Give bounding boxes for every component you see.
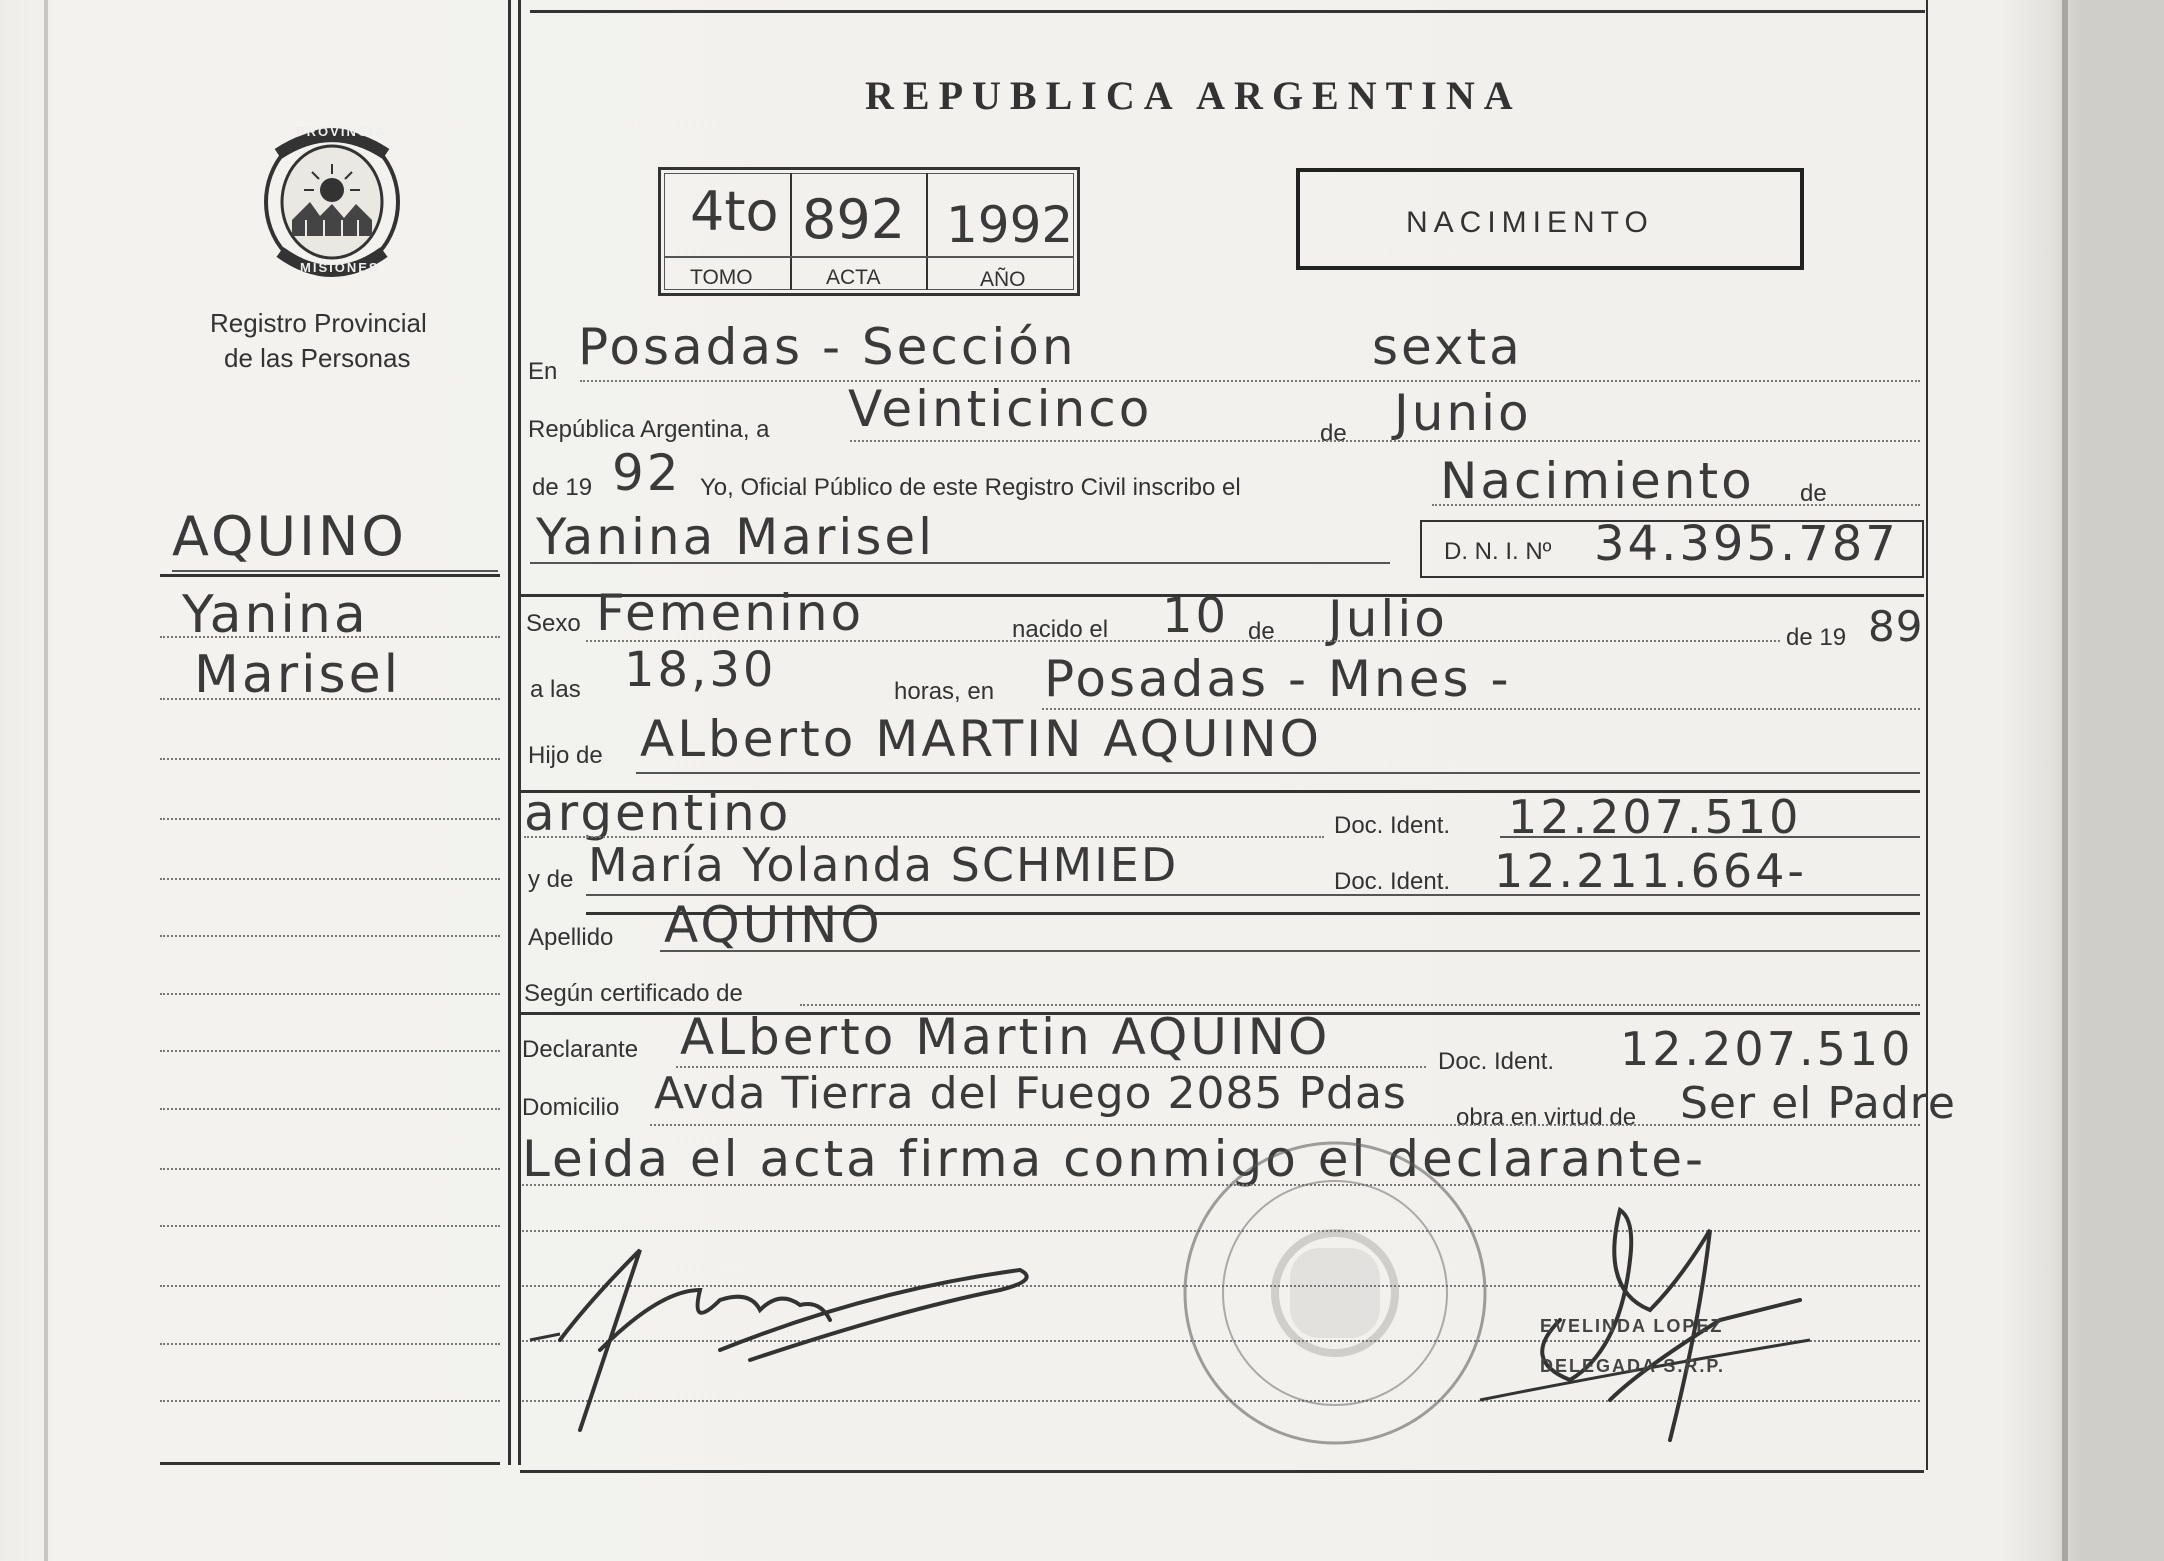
hijo-label: Hijo de xyxy=(528,742,603,769)
right-page-edge xyxy=(2062,0,2068,1561)
birth-day-value: 10 xyxy=(1162,588,1230,644)
form-right-border xyxy=(1926,0,1928,1470)
year-line xyxy=(1432,504,1920,506)
birth-place-value: Posadas - Mnes - xyxy=(1044,650,1512,708)
father-name-value: ALberto MARTIN AQUINO xyxy=(640,710,1323,768)
month-value: Junio xyxy=(1394,384,1532,442)
apellido-value: AQUINO xyxy=(664,896,883,954)
margin-line xyxy=(160,1400,500,1402)
father-nationality-value: argentino xyxy=(524,784,792,842)
emblem-bottom-text: MISIONES xyxy=(300,260,380,275)
year-prefix-label: de 19 xyxy=(532,474,593,501)
margin-given-name-1: Yanina xyxy=(182,585,369,645)
horas-label: horas, en xyxy=(894,678,995,705)
margin-rule xyxy=(160,574,500,577)
birth-year-value: 89 xyxy=(1868,602,1924,651)
republica-label: República Argentina, a xyxy=(528,416,770,443)
obra-label: obra en virtud de xyxy=(1456,1104,1637,1131)
margin-line xyxy=(160,698,500,700)
name-underline xyxy=(530,562,1390,564)
mother-doc-value: 12.211.664- xyxy=(1494,844,1807,898)
margin-line xyxy=(160,935,500,937)
margin-line xyxy=(160,1050,500,1052)
margin-bottom-rule xyxy=(160,1462,500,1465)
birth-time-value: 18,30 xyxy=(624,642,777,698)
ano-label: AÑO xyxy=(980,268,1026,291)
declarante-label: Declarante xyxy=(522,1036,639,1063)
sexo-label: Sexo xyxy=(526,610,581,637)
month-de-label: de xyxy=(1320,420,1347,447)
official-seal-icon xyxy=(1170,1128,1500,1458)
segun-label: Según certificado de xyxy=(524,980,743,1007)
margin-surname-underline xyxy=(172,570,498,572)
day-value: Veinticinco xyxy=(848,380,1153,438)
declarante-doc-label: Doc. Ident. xyxy=(1438,1048,1555,1075)
declarant-signature xyxy=(520,1230,1040,1430)
official-statement: Yo, Oficial Público de este Registro Civil inscribo el xyxy=(700,474,1241,501)
closing-statement: Leida el acta firma conmigo el declarante- xyxy=(522,1130,1707,1188)
yde-label: y de xyxy=(528,866,574,893)
apellido-label: Apellido xyxy=(528,924,614,951)
form-bottom-rule xyxy=(520,1470,1924,1473)
margin-line xyxy=(160,758,500,760)
obra-value: Ser el Padre xyxy=(1680,1078,1956,1129)
declarante-doc-value: 12.207.510 xyxy=(1620,1022,1914,1076)
record-type-label: NACIMIENTO xyxy=(1406,206,1654,239)
mother-doc-label: Doc. Ident. xyxy=(1334,868,1451,895)
father-doc-value: 12.207.510 xyxy=(1508,790,1802,844)
tomo-label: TOMO xyxy=(690,266,753,289)
provincial-emblem-icon xyxy=(258,124,406,280)
alas-label: a las xyxy=(530,676,581,703)
margin-line xyxy=(160,993,500,995)
domicilio-line xyxy=(650,1124,1920,1126)
margin-line xyxy=(160,1168,500,1170)
birth-year-prefix: de 19 xyxy=(1786,624,1847,651)
en-label: En xyxy=(528,358,558,385)
margin-divider xyxy=(508,0,511,1465)
record-box-divider-1 xyxy=(790,173,792,290)
birth-month-value: Julio xyxy=(1328,590,1448,648)
margin-line xyxy=(160,1225,500,1227)
ano-value: 1992 xyxy=(946,196,1074,254)
father-doc-label: Doc. Ident. xyxy=(1334,812,1451,839)
margin-line xyxy=(160,878,500,880)
margin-line xyxy=(160,636,500,638)
nacido-label: nacido el xyxy=(1012,616,1109,643)
record-box-label-rule xyxy=(664,256,1074,258)
year-value: 92 xyxy=(612,444,682,502)
margin-line xyxy=(160,1285,500,1287)
acta-label: ACTA xyxy=(826,266,881,289)
top-border xyxy=(530,10,1925,13)
en-place-value: Posadas - Sección xyxy=(578,318,1077,376)
margin-line xyxy=(160,818,500,820)
left-binding-edge xyxy=(44,0,48,1561)
father-doc-line xyxy=(1500,836,1920,838)
dni-value: 34.395.787 xyxy=(1594,516,1899,572)
declarante-value: ALberto Martin AQUINO xyxy=(680,1008,1331,1066)
margin-surname: AQUINO xyxy=(172,505,407,568)
domicilio-value: Avda Tierra del Fuego 2085 Pdas xyxy=(654,1068,1407,1119)
apellido-underline xyxy=(660,950,1920,952)
registry-name-line2: de las Personas xyxy=(224,343,411,373)
en-line xyxy=(580,380,1920,382)
hijo-line xyxy=(636,772,1920,774)
margin-given-name-2: Marisel xyxy=(194,645,402,705)
birth-de-label: de xyxy=(1248,618,1275,645)
country-title: REPUBLICA ARGENTINA xyxy=(865,73,1522,118)
margin-line xyxy=(160,1343,500,1345)
dni-label: D. N. I. Nº xyxy=(1444,538,1552,565)
mother-name-value: María Yolanda SCHMIED xyxy=(588,838,1179,892)
margin-line xyxy=(160,1108,500,1110)
republica-line xyxy=(850,440,1920,442)
inscribo-de-suffix: de xyxy=(1800,480,1827,507)
stamp-line-1: EVELINDA LOPEZ xyxy=(1540,1316,1724,1336)
domicilio-label: Domicilio xyxy=(522,1094,620,1121)
stamp-line-2: DELEGADA S.R.P. xyxy=(1540,1356,1726,1376)
seccion-value: sexta xyxy=(1372,318,1523,376)
acta-value: 892 xyxy=(802,188,906,251)
segun-line xyxy=(800,1004,1920,1006)
sexo-value: Femenino xyxy=(596,584,865,642)
registry-name-line1: Registro Provincial xyxy=(210,308,427,338)
record-box-divider-2 xyxy=(926,173,928,290)
tomo-value: 4to xyxy=(690,180,779,243)
registered-name-value: Yanina Marisel xyxy=(536,508,936,566)
emblem-top-text: PROVINCIA xyxy=(296,124,387,139)
inscribo-value: Nacimiento xyxy=(1440,452,1755,510)
